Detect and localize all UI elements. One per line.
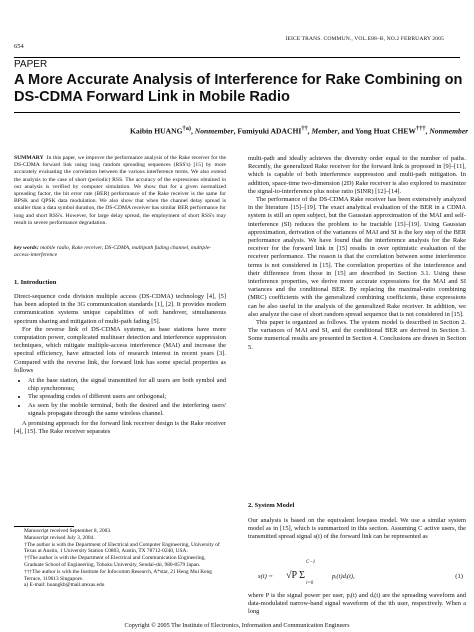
system-model-paragraph: Our analysis is based on the equivalent lowpass model. We use a similar system model as in [15], which is summarized in this section. Assuming C active users, the transmitted spread signal s(t) of the forward link can be represented as bbox=[248, 517, 466, 541]
equation-1 bbox=[258, 560, 463, 588]
section-tag: PAPER bbox=[14, 59, 48, 70]
abstract-text: In this paper, we improve the performance analysis of the Rake receiver for the DS-CDMA forward link using long random spreading sequences (RSS's) [15] by more accurately evaluating the correlation between the various interference terms. We also extend the analysis to the case of short (periodic) RSS. The accuracy of the expressions obtained in our analysis is verified by computer simulation. We show that for a given normalized spreading factor, the bit error rate (BER) performance of the Rake receiver is the same for BPSK and QPSK data modulation. We also show that when the channel delay spread is smaller than a data symbol duration, the DS-CDMA receiver has similar BER performance for long and short RSS's. However, for large delay spread, the employment of short RSS's may result in severe performance degradation. bbox=[14, 155, 226, 226]
equation-lhs: s(t) = bbox=[258, 573, 273, 580]
after-equation-body bbox=[248, 592, 466, 617]
equation-number: (1) bbox=[455, 573, 463, 580]
right-paragraph-3: This paper is organized as follows. The system model is described in Section 2. The variances of MAI and SI, and the conditional BER are derived in Section 3. Some numerical results are presented in Section 4. Conclusions are drawn in Section 5. bbox=[248, 319, 466, 351]
right-column-intro bbox=[248, 155, 466, 352]
author-line: Kaibin HUANG$^{\dagger a)}$, Nonmember, Fumiyuki ADACHI††, Member, and Yong Huat CHEW†††, Nonmember bbox=[130, 125, 469, 136]
abstract bbox=[14, 155, 226, 227]
footnote: Manuscript received September 8, 2003. bbox=[24, 528, 112, 534]
keywords-text: mobile radio, Rake receiver, DS-CDMA, multipath fading channel, multiple-access-interference bbox=[14, 245, 212, 259]
system-model-heading: 2. System Model bbox=[248, 502, 295, 509]
footnote: Manuscript revised July 3, 2004. bbox=[24, 534, 95, 541]
system-model-body bbox=[248, 517, 466, 542]
copyright-footer: Copyright © 2005 The Institute of Electronics, Information and Communication Engineers bbox=[124, 622, 350, 629]
equation-rhs: pᵢ(t)dᵢ(t), bbox=[332, 573, 355, 580]
footnote: ††The author is with the Department of Electrical and Communication Engineering, Graduate School of Engineering, Tohoku University, Sendai-shi, 980-8579 Japan. bbox=[24, 555, 206, 568]
author-3: and Yong Huat CHEW bbox=[341, 126, 417, 136]
author-3-sup: ††† bbox=[416, 125, 426, 132]
footnote-rule bbox=[14, 526, 74, 527]
right-paragraph-2: The performance of the DS-CDMA Rake receiver has been extensively analyzed in the literature [15]–[19]. The exact analytical evaluation of the BER in a CDMA system is still an open subject, but the Gaussian approximation of the MAI and self-interference (SI) reduces the problem to be tractable [15]–[19]. Using Gaussian approximation, derivation of the variances of MAI and SI is the key step of the BER performance analysis. We have found that the interference analysis for the Rake receiver for the forward link in [15] results in over optimistic evaluation of the receiver performance. The reason is that the correlation between some interference terms is not considered in [15]. The correlation properties of the interference and their difference from those in [15] are described in Section 3.1. Using these interference properties, we derive more accurate expressions for the MAI and SI variances and the conditional BER. By replacing the maximal-ratio combining (MRC) coefficients with the generalized combining coefficients, these expressions can be also useful in the analysis of the generalized Rake receiver. In addition, we also analyze the case of short random spread sequence that is not considered in [15]. bbox=[248, 196, 466, 318]
journal-header: IEICE TRANS. COMMUN., VOL.E88–B, NO.2 FEBRUARY 2005 bbox=[285, 36, 444, 42]
author-1-role: Nonmember bbox=[194, 126, 234, 136]
author-2-role: Member bbox=[311, 126, 338, 136]
page-number: 654 bbox=[14, 43, 24, 50]
intro-heading: 1. Introduction bbox=[14, 279, 57, 286]
intro-body bbox=[14, 293, 226, 436]
keywords-label: key words: bbox=[14, 245, 39, 251]
title-rule bbox=[14, 112, 460, 113]
footnote: †The author is with the Department of Electrical and Computer Engineering, University of Texas at Austin, 1 University Station C0803, Austin, TX 78712-0240, USA. bbox=[24, 541, 220, 555]
sum-upper-limit: C−1 bbox=[306, 560, 316, 565]
footnote: †††The author is with the Institute for Infocomm Research, A*star, 21 Heng Mui Keng Terrace, 119613 Singapore. bbox=[24, 568, 212, 582]
top-rule bbox=[14, 57, 460, 58]
right-paragraph-1: multi-path and ideally achieves the diversity order equal to the number of paths. Recently, the generalized Rake receiver for the forward link is proposed in [9]–[11], which is capable of both interference suppression and multi-path mitigation. In addition, space-time two-dimension (2D) Rake receiver is also explored to maximize the signal-to-interference plus noise ratio (SINR) [12]–[14]. bbox=[248, 155, 466, 195]
author-2-sup: †† bbox=[301, 125, 308, 132]
bullet-item: • As seen by the mobile terminal, both the desired and the interfering users' signals propagate through the same wireless channel. bbox=[28, 402, 226, 418]
author-3-role: Nonmember bbox=[429, 126, 469, 136]
keywords bbox=[14, 245, 226, 259]
paper-title: A More Accurate Analysis of Interference for Rake Combining on DS-CDMA Forward Link in Mobile Radio bbox=[14, 72, 463, 105]
author-1: Kaibin HUANG bbox=[130, 126, 183, 136]
sum-symbol: √P Σ bbox=[286, 570, 305, 581]
intro-paragraph-3: A promising approach for the forward link receiver design is the Rake receiver [4], [15]. The Rake receiver separates bbox=[14, 420, 226, 436]
intro-bullets bbox=[14, 377, 226, 418]
author-2: Fumiyuki ADACHI bbox=[237, 126, 302, 136]
intro-paragraph-1: Direct-sequence code division multiple access (DS-CDMA) technology [4], [5] has been adopted in the 3G communication standards [1], [2]. It provides modern communication systems unique capabilities of soft handover, simultaneous spectrum sharing and mitigation of multi-path fading [5]. bbox=[14, 293, 226, 325]
footnote: a) E-mail: huangkb@mail.utexas.edu bbox=[24, 582, 105, 589]
abstract-label: SUMMARY bbox=[14, 155, 44, 161]
bullet-item: • The spreading codes of different users are orthogonal; bbox=[28, 393, 226, 401]
bullet-item: • At the base station, the signal transmitted for all users are both symbol and chip synchronous; bbox=[28, 377, 226, 393]
intro-paragraph-2: For the reverse link of DS-CDMA systems, as base stations have more computation power, complicated multiuser detection and interference suppression techniques, which mitigate multiple-access interference (MAI) and increase the spectral efficiency, have attracted lots of research interest in recent years [3]. Compared with the reverse link, the forward link has some special properties as follows bbox=[14, 325, 226, 374]
after-equation-paragraph: where P is the signal power per user, pᵢ(t) and dᵢ(t) are the spreading waveform and data-modulated narrow-band signal waveform of the ith user, respectively. When a long bbox=[248, 592, 466, 616]
sum-lower-limit: i=0 bbox=[306, 581, 314, 586]
footnotes bbox=[14, 528, 226, 589]
author-1-sup: †a) bbox=[182, 125, 191, 132]
